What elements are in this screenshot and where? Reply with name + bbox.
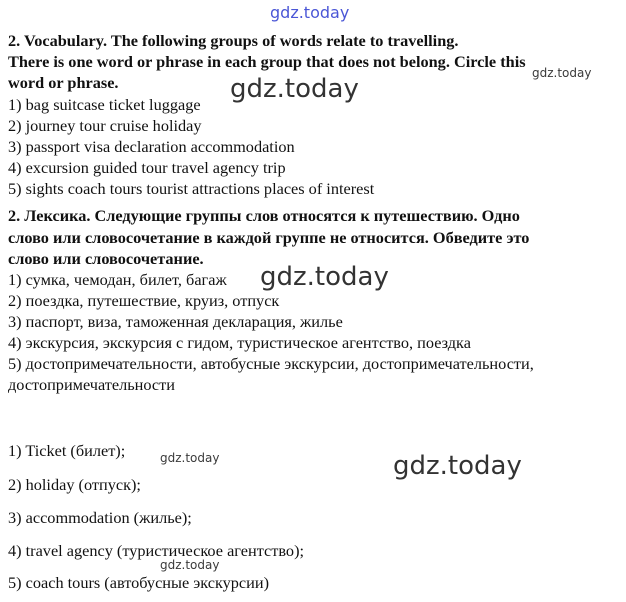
english-item: 3) passport visa declaration accommodation — [8, 137, 295, 156]
answer-item: 4) travel agency (туристическое агентство); — [8, 541, 305, 560]
watermark-small-2: gdz.today — [160, 451, 220, 465]
russian-item: 2) поездка, путешествие, круиз, отпуск — [8, 291, 280, 310]
russian-item: 4) экскурсия, экскурсия с гидом, туристическое агентство, поездка — [8, 333, 471, 352]
english-item: 4) excursion guided tour travel agency trip — [8, 158, 286, 177]
watermark-large-3: gdz.today — [393, 451, 522, 481]
english-heading-line-3: word or phrase. — [8, 73, 119, 92]
russian-heading-line-1: 2. Лексика. Следующие группы слов относятся к путешествию. Одно — [8, 206, 520, 225]
watermark-small-3: gdz.today — [160, 558, 220, 572]
english-heading-line-2: There is one word or phrase in each group that does not belong. Circle this — [8, 52, 526, 71]
russian-heading-line-3: слово или словосочетание. — [8, 249, 204, 268]
english-item: 5) sights coach tours tourist attractions places of interest — [8, 179, 375, 198]
russian-item: 1) сумка, чемодан, билет, багаж — [8, 270, 227, 289]
english-item: 2) journey tour cruise holiday — [8, 116, 202, 135]
english-item: 1) bag suitcase ticket luggage — [8, 95, 201, 114]
answer-item: 3) accommodation (жилье); — [8, 508, 192, 527]
answer-item: 5) coach tours (автобусные экскурсии) — [8, 573, 269, 592]
watermark-top: gdz.today — [270, 3, 350, 22]
russian-item: достопримечательности — [8, 375, 175, 394]
russian-item: 5) достопримечательности, автобусные экскурсии, достопримечательности, — [8, 354, 534, 373]
watermark-large-1: gdz.today — [230, 74, 359, 104]
watermark-large-2: gdz.today — [260, 262, 389, 292]
answer-item: 1) Ticket (билет); — [8, 441, 126, 460]
english-heading-line-1: 2. Vocabulary. The following groups of words relate to travelling. — [8, 31, 459, 50]
watermark-small-1: gdz.today — [532, 66, 592, 80]
russian-item: 3) паспорт, виза, таможенная декларация, жилье — [8, 312, 343, 331]
answer-item: 2) holiday (отпуск); — [8, 475, 141, 494]
russian-heading-line-2: слово или словосочетание в каждой группе не относится. Обведите это — [8, 228, 530, 247]
